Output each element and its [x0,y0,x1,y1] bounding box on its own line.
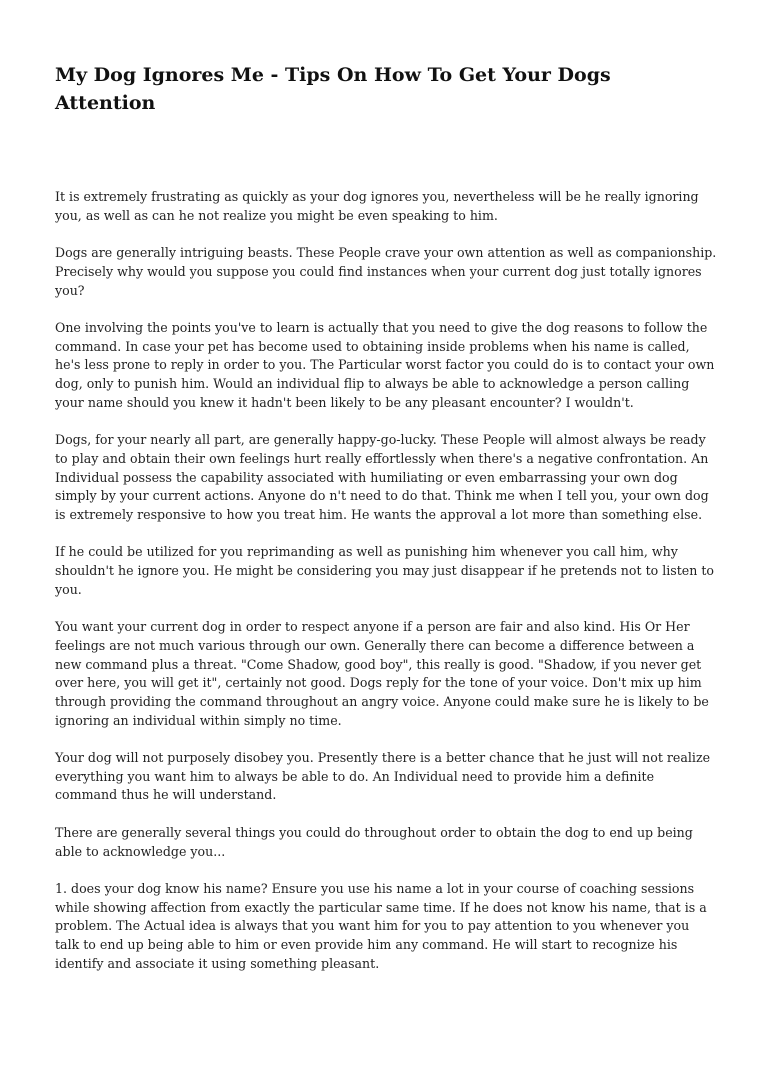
article-body [55,188,717,992]
paragraph: You want your current dog in order to respect anyone if a person are fair and also kind. His Or Her feelings are not much various through our own. Generally there can become a difference between a new command plus a threat. "Come Shadow, good boy", this really is good. "Shadow, if you never get over here, you will get it", certainly not good. Dogs reply for the tone of your voice. Don't mix up him through providing the command throughout an angry voice. Anyone could make sure he is likely to be ignoring an individual within simply no time. [55,619,709,728]
paragraph: If he could be utilized for you reprimanding as well as punishing him whenever you call him, why shouldn't he ignore you. He might be considering you may just disappear if he pretends not to listen to you. [55,544,715,597]
paragraph: Dogs, for your nearly all part, are generally happy-go-lucky. These People will almost always be ready to play and obtain their own feelings hurt really effortlessly when there's a negative confrontation. An Individual possess the capability associated with humiliating or even embarrassing your own dog simply by your current actions. Anyone do n't need to do that. Think me when I tell you, your own dog is extremely responsive to how you treat him. He wants the approval a lot more than something else. [55,432,709,522]
paragraph: Dogs are generally intriguing beasts. These People crave your own attention as well as companionship. Precisely why would you suppose you could find instances when your current dog just totally ignores you? [55,245,717,298]
paragraph: There are generally several things you could do throughout order to obtain the dog to end up being able to acknowledge you... [55,824,693,859]
paragraph: It is extremely frustrating as quickly as your dog ignores you, nevertheless will be he really ignoring you, as well as can he not realize you might be even speaking to him. [55,189,699,223]
paragraph: 1. does your dog know his name? Ensure you use his name a lot in your course of coaching sessions while showing affection from exactly the particular same time. If he does not know his name, that is a problem. The Actual idea is always that you want him for you to pay attention to you whenever you talk to end up being able to him or even provide him any command. He will start to recognize his identify and associate it using something pleasant. [55,880,707,971]
paragraph: One involving the points you've to learn is actually that you need to give the dog reasons to follow the command. In case your pet has become used to obtaining inside problems when his name is called, he's less prone to reply in order to you. The Particular worst factor you could do is to contact your own dog, only to punish him. Would an individual flip to always be able to acknowledge a person calling your name should you knew it hadn't been likely to be any pleasant encounter? I wouldn't. [55,319,715,410]
paragraph: Your dog will not purposely disobey you. Presently there is a better chance that he just will not realize everything you want him to always be able to do. An Individual need to provide him a definite command thus he will understand. [55,750,711,803]
page-title: My Dog Ignores Me - Tips On How To Get Your Dogs Attention [55,64,611,114]
